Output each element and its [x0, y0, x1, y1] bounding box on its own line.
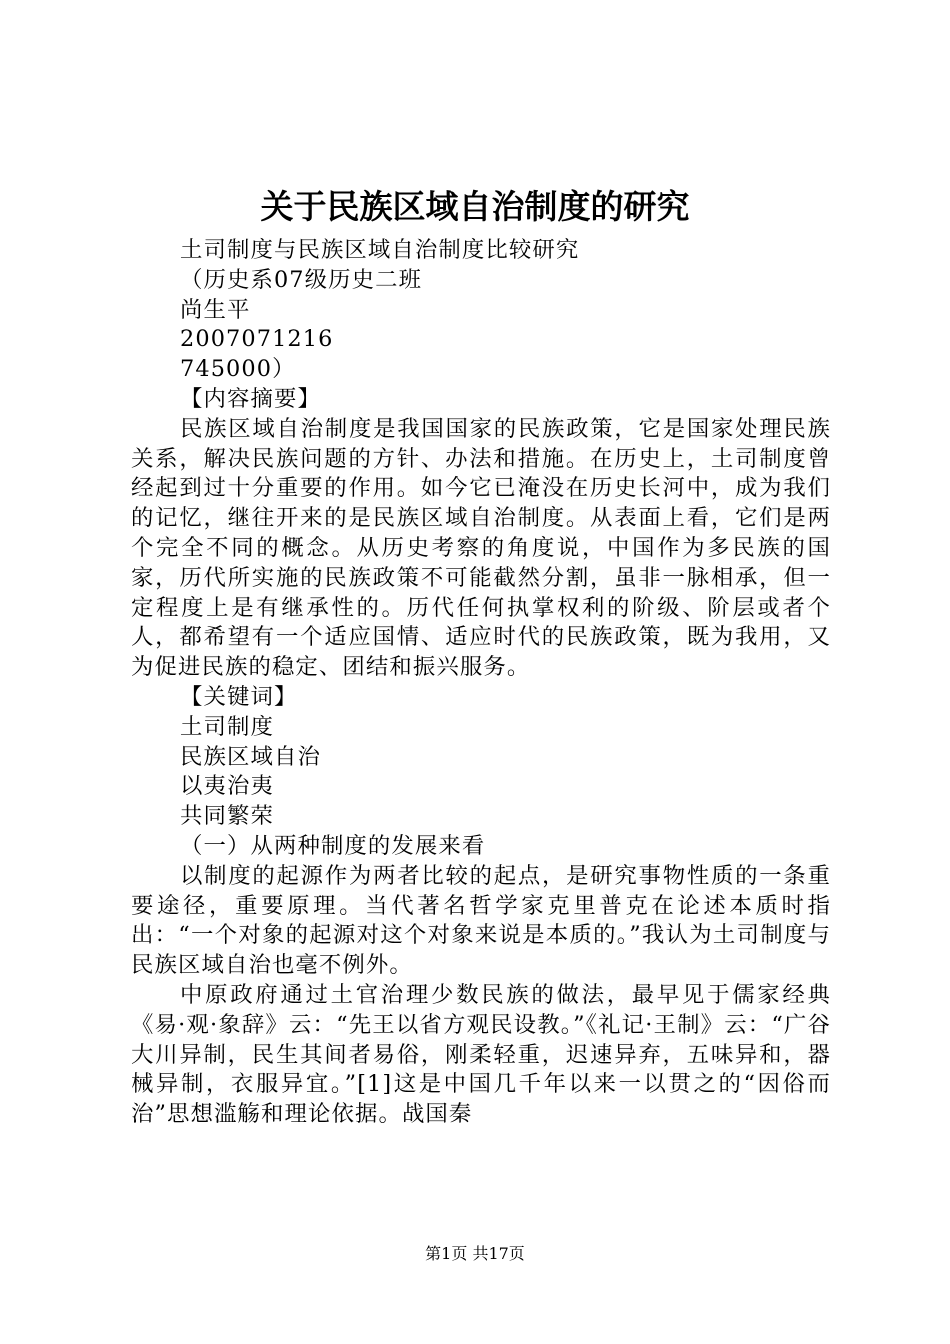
- body-paragraph: 以制度的起源作为两者比较的起点，是研究事物性质的一条重要途径，重要原理。当代著名哲学家克里普克在论述本质时指出：“一个对象的起源对这个对象来说是本质的。”我认为土司制度与民族区域自治也毫不例外。: [131, 862, 831, 979]
- postal-code: 745000）: [180, 356, 296, 383]
- student-id: 2007071216: [180, 326, 334, 353]
- keyword-item: 以夷治夷: [180, 773, 274, 800]
- author-name: 尚生平: [180, 296, 251, 323]
- keyword-item: 土司制度: [180, 713, 274, 740]
- abstract-heading: 【内容摘要】: [180, 385, 321, 412]
- author-affiliation: （历史系07级历史二班: [180, 266, 423, 293]
- keyword-item: 共同繁荣: [180, 803, 274, 830]
- document-title: 关于民族区域自治制度的研究: [260, 187, 690, 226]
- document-body: [131, 236, 831, 1130]
- abstract-paragraph: 民族区域自治制度是我国国家的民族政策，它是国家处理民族关系，解决民族问题的方针、办法和措施。在历史上，土司制度曾经起到过十分重要的作用。如今它已淹没在历史长河中，成为我们的记忆，继往开来的是民族区域自治制度。从表面上看，它们是两个完全不同的概念。从历史考察的角度说，中国作为多民族的国家，历代所实施的民族政策不可能截然分割，虽非一脉相承，但一定程度上是有继承性的。历代任何执掌权利的阶级、阶层或者个人，都希望有一个适应国情、适应时代的民族政策，既为我用，又为促进民族的稳定、团结和振兴服务。: [131, 415, 831, 681]
- page-footer: 第1页 共17页: [425, 1244, 525, 1263]
- keyword-item: 民族区域自治: [180, 743, 321, 770]
- body-paragraph: 中原政府通过土官治理少数民族的做法，最早见于儒家经典《易·观·象辞》云：“先王以省方观民设教。”《礼记·王制》云：“广谷大川异制，民生其间者易俗，刚柔轻重，迟速异弃，五味异和，器械异制，衣服异宜。”[1]这是中国几千年以来一以贯之的“因俗而治”思想滥觞和理论依据。战国秦: [131, 981, 831, 1128]
- section-heading: （一）从两种制度的发展来看: [180, 832, 486, 859]
- keywords-heading: 【关键词】: [180, 683, 298, 710]
- subtitle: 土司制度与民族区域自治制度比较研究: [180, 237, 580, 263]
